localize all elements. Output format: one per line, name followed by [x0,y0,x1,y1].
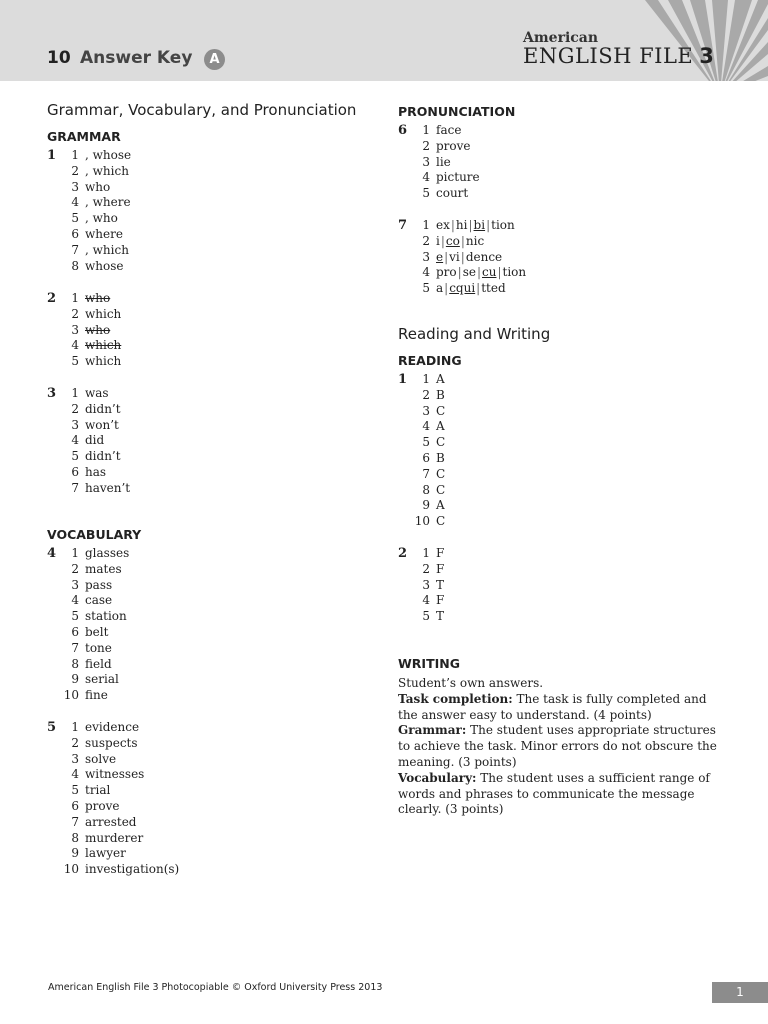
answer-row [47,578,129,594]
reading-exercise-2 [398,546,444,625]
answer-row [47,465,130,481]
item-number: 9 [422,498,430,513]
stressed-syllable: cqui [449,281,476,296]
item-number: 1 [71,386,79,400]
answer-row [398,498,445,514]
answer-text: tone [85,640,112,655]
answer-text: T [436,577,445,592]
answer-row [398,186,480,202]
item-number: 3 [71,179,79,194]
answer-text: prove [436,138,471,153]
item-number: 6 [71,798,79,813]
exercise-4 [47,546,129,704]
item-number: 3 [422,154,430,169]
answer-text: A [436,498,445,513]
answer-text: glasses [85,546,130,560]
answer-text: serial [85,672,119,687]
answer-row [398,281,526,297]
answer-row [47,323,121,339]
item-number: 5 [71,354,79,369]
item-number: 4 [71,767,79,782]
answer-row [47,180,131,196]
syllable: vi [449,249,460,264]
syllable-divider: | [440,233,445,248]
answer-text: who [85,179,111,194]
syllable: tted [481,281,506,296]
item-number: 2 [422,387,430,402]
answer-row [47,736,179,752]
syllable-word [436,218,515,232]
answer-row [47,625,129,641]
syllable-divider: | [444,249,449,264]
answer-row [47,148,131,164]
vocab-label: Vocabulary: [398,770,477,785]
vocab-text: The student uses a sufficient range of words and phrases to communicate the message clearly. (3 points) [398,770,710,817]
stressed-syllable: e [436,249,444,264]
answer-text: lie [436,154,451,169]
answer-row [398,419,445,435]
item-number: 3 [71,751,79,766]
answer-text: , which [85,163,129,178]
answer-text: court [436,186,469,201]
page-title: Answer Key [80,48,193,68]
answer-text: arrested [85,814,137,829]
answer-row [398,546,444,562]
writing-task-completion [398,692,718,724]
syllable-word [436,281,506,295]
answer-row [398,578,444,594]
item-number: 5 [71,449,79,464]
answer-text: station [85,609,127,624]
answer-row [47,243,131,259]
answer-row [47,862,179,878]
item-number: 6 [71,624,79,639]
item-number: 9 [71,672,79,687]
answer-text: murderer [85,830,144,845]
item-number: 4 [422,170,430,185]
answer-row [398,250,526,266]
item-number: 5 [422,281,430,296]
answer-row [47,195,131,211]
item-number: 1 [422,372,430,386]
grammar-label: Grammar: [398,723,467,738]
writing-grammar [398,723,718,770]
answer-row [47,767,179,783]
answer-row [398,404,445,420]
answer-row [47,846,179,862]
task-text: The task is fully completed and the answer easy to understand. (4 points) [398,691,707,722]
answer-text: field [85,656,112,671]
answer-row [47,641,129,657]
item-number: 6 [422,450,430,465]
answer-row [47,164,131,180]
answer-row [47,386,130,402]
answer-text: , whose [85,148,132,162]
syllable-word [436,250,502,264]
answer-text: A [436,372,445,386]
syllable-word [436,234,484,248]
syllable: pro [436,265,457,280]
syllable: tion [491,218,515,232]
stressed-syllable: bi [473,218,486,232]
item-number: 4 [71,433,79,448]
answer-text: whose [85,258,124,273]
answer-row [398,593,444,609]
item-number: 4 [422,265,430,280]
answer-row [398,139,480,155]
answer-text: F [436,593,445,608]
answer-text: C [436,482,446,497]
syllable-divider: | [450,218,455,232]
answer-row [398,155,480,171]
answer-text: C [436,466,446,481]
exercise-1 [47,148,131,274]
answer-text: won’t [85,417,119,432]
unit-number: 10 [47,48,71,68]
answer-row [47,227,131,243]
exercise-5 [47,720,179,878]
item-number: 1 [422,123,430,137]
exercise-2 [47,291,121,370]
item-number: 10 [63,862,79,877]
item-number: 1 [71,546,79,560]
answer-row [47,752,179,768]
stressed-syllable: cu [482,265,497,280]
item-number: 8 [71,830,79,845]
answer-row [47,562,129,578]
answer-text: haven’t [85,480,131,495]
item-number: 5 [71,211,79,226]
answer-row [47,211,131,227]
answer-row [398,562,444,578]
answer-text: F [436,546,445,560]
answer-text: fine [85,688,108,703]
syllable-divider: | [486,218,491,232]
syllable-divider: | [497,265,502,280]
answer-row [398,467,445,483]
answer-row [47,354,121,370]
answer-text: mates [85,561,122,576]
answer-text: T [436,609,445,624]
answer-text: who [85,322,111,337]
syllable: a [436,281,444,296]
answer-row [398,123,480,139]
answer-row [398,483,445,499]
item-number: 5 [422,186,430,201]
item-number: 10 [63,688,79,703]
item-number: 5 [422,609,430,624]
item-number: 3 [71,322,79,337]
answer-row [47,259,131,275]
answer-row [47,672,129,688]
answer-text: picture [436,170,480,185]
item-number: 2 [71,163,79,178]
answer-text: , where [85,195,131,210]
answer-row [47,657,129,673]
brand-top-line: American [523,30,599,46]
syllable-divider: | [468,218,473,232]
answer-text: suspects [85,735,138,750]
answer-text: evidence [85,720,140,734]
answer-row [398,372,445,388]
syllable-divider: | [444,281,449,296]
answer-row [398,451,445,467]
stressed-syllable: co [445,233,460,248]
answer-text: A [436,419,445,434]
answer-row [398,435,445,451]
syllable-divider: | [460,249,465,264]
item-number: 3 [422,577,430,592]
answer-text: which [85,306,122,321]
item-number: 1 [71,720,79,734]
item-number: 3 [422,249,430,264]
footer-notice: Photocopiable © Oxford University Press 2013 [158,982,383,993]
syllable: dence [465,249,503,264]
answer-row [47,720,179,736]
answer-text: face [436,123,462,137]
item-number: 7 [71,242,79,257]
sunburst-decoration [0,0,768,81]
answer-text: who [85,291,111,305]
answer-row [398,234,526,250]
answer-text: belt [85,624,109,639]
answer-text: , which [85,242,129,257]
answer-text: which [85,354,122,369]
answer-row [47,831,179,847]
syllable-divider: | [460,233,465,248]
syllable: ex [436,218,450,232]
exercise-number: 1 [398,372,408,387]
answer-text: pass [85,577,113,592]
item-number: 5 [71,609,79,624]
brand-name: ENGLISH FILE [523,44,694,68]
page-header [0,0,768,81]
writing-heading: WRITING [398,656,460,671]
item-number: 8 [71,258,79,273]
answer-text: C [436,403,446,418]
syllable: hi [455,218,468,232]
answer-row [47,449,130,465]
answer-row [398,609,444,625]
answer-row [398,265,526,281]
answer-row [47,593,129,609]
item-number: 2 [71,735,79,750]
section-title-gvp: Grammar, Vocabulary, and Pronunciation [47,101,357,119]
exercise-number: 6 [398,123,408,138]
exercise-number: 2 [398,546,408,561]
item-number: 6 [71,226,79,241]
writing-vocabulary [398,771,718,818]
exercise-6 [398,123,480,202]
item-number: 4 [71,593,79,608]
exercise-number: 1 [47,148,57,163]
item-number: 3 [71,417,79,432]
exercise-number: 2 [47,291,57,306]
answer-row [47,307,121,323]
writing-intro: Student’s own answers. [398,676,544,690]
exercise-7 [398,218,526,297]
answer-text: was [85,386,109,400]
answer-text: investigation(s) [85,862,180,877]
answer-row [398,170,480,186]
answer-row [47,338,121,354]
answer-text: witnesses [85,767,145,782]
answer-text: C [436,514,446,529]
item-number: 2 [422,561,430,576]
answer-row [398,388,445,404]
item-number: 1 [422,218,430,232]
answer-text: prove [85,798,120,813]
answer-row [47,815,179,831]
vocabulary-heading: VOCABULARY [47,527,142,542]
syllable-divider: | [476,281,481,296]
answer-row [398,514,445,530]
answer-row [47,291,121,307]
pronunciation-heading: PRONUNCIATION [398,104,516,119]
exercise-number: 4 [47,546,57,561]
exercise-number: 5 [47,720,57,735]
answer-row [398,218,526,234]
item-number: 4 [422,593,430,608]
answer-text: C [436,435,446,450]
item-number: 2 [422,233,430,248]
exercise-3 [47,386,130,497]
answer-row [47,546,129,562]
task-label: Task completion: [398,691,513,706]
item-number: 1 [71,148,79,162]
item-number: 2 [71,401,79,416]
item-number: 4 [71,195,79,210]
item-number: 4 [422,419,430,434]
item-number: 1 [422,546,430,560]
answer-row [47,481,130,497]
syllable: i [436,233,440,248]
syllable: se [462,265,476,280]
item-number: 10 [414,514,430,529]
item-number: 7 [422,466,430,481]
writing-criteria [398,676,718,818]
item-number: 8 [71,656,79,671]
syllable: nic [465,233,485,248]
item-number: 5 [71,783,79,798]
item-number: 9 [71,846,79,861]
exercise-number: 7 [398,218,408,233]
answer-row [47,688,129,704]
answer-row [47,783,179,799]
version-badge: A [204,49,225,70]
answer-text: solve [85,751,117,766]
answer-text: didn’t [85,449,121,464]
syllable-word [436,265,526,279]
item-number: 3 [71,577,79,592]
answer-text: B [436,450,445,465]
answer-text: B [436,387,445,402]
item-number: 8 [422,482,430,497]
syllable-divider: | [457,265,462,280]
item-number: 4 [71,338,79,353]
answer-text: case [85,593,113,608]
item-number: 2 [422,138,430,153]
item-number: 5 [422,435,430,450]
grammar-text: The student uses appropriate structures to achieve the task. Minor errors do not obscure the meaning. (3 points) [398,723,717,769]
item-number: 6 [71,464,79,479]
page-number: 1 [712,982,768,1003]
syllable-divider: | [476,265,482,280]
answer-text: didn’t [85,401,121,416]
section-title-reading-writing: Reading and Writing [398,325,551,343]
footer-copyright [48,982,382,993]
syllable: tion [502,265,527,280]
reading-exercise-1 [398,372,445,530]
item-number: 3 [422,403,430,418]
answer-text: trial [85,783,111,798]
answer-text: which [85,338,122,353]
grammar-heading: GRAMMAR [47,129,121,144]
brand-logo [523,44,714,68]
item-number: 2 [71,306,79,321]
item-number: 7 [71,480,79,495]
answer-text: F [436,561,445,576]
item-number: 7 [71,640,79,655]
answer-row [47,433,130,449]
answer-row [47,799,179,815]
answer-text: , who [85,211,118,226]
item-number: 1 [71,291,79,305]
answer-text: where [85,226,123,241]
answer-row [47,609,129,625]
answer-row [47,418,130,434]
answer-text: has [85,464,107,479]
reading-heading: READING [398,353,462,368]
footer-brand: American English File 3 [48,982,159,993]
answer-text: lawyer [85,846,126,861]
brand-level: 3 [699,44,715,68]
answer-row [47,402,130,418]
answer-text: did [85,433,105,448]
exercise-number: 3 [47,386,57,401]
item-number: 7 [71,814,79,829]
item-number: 2 [71,561,79,576]
